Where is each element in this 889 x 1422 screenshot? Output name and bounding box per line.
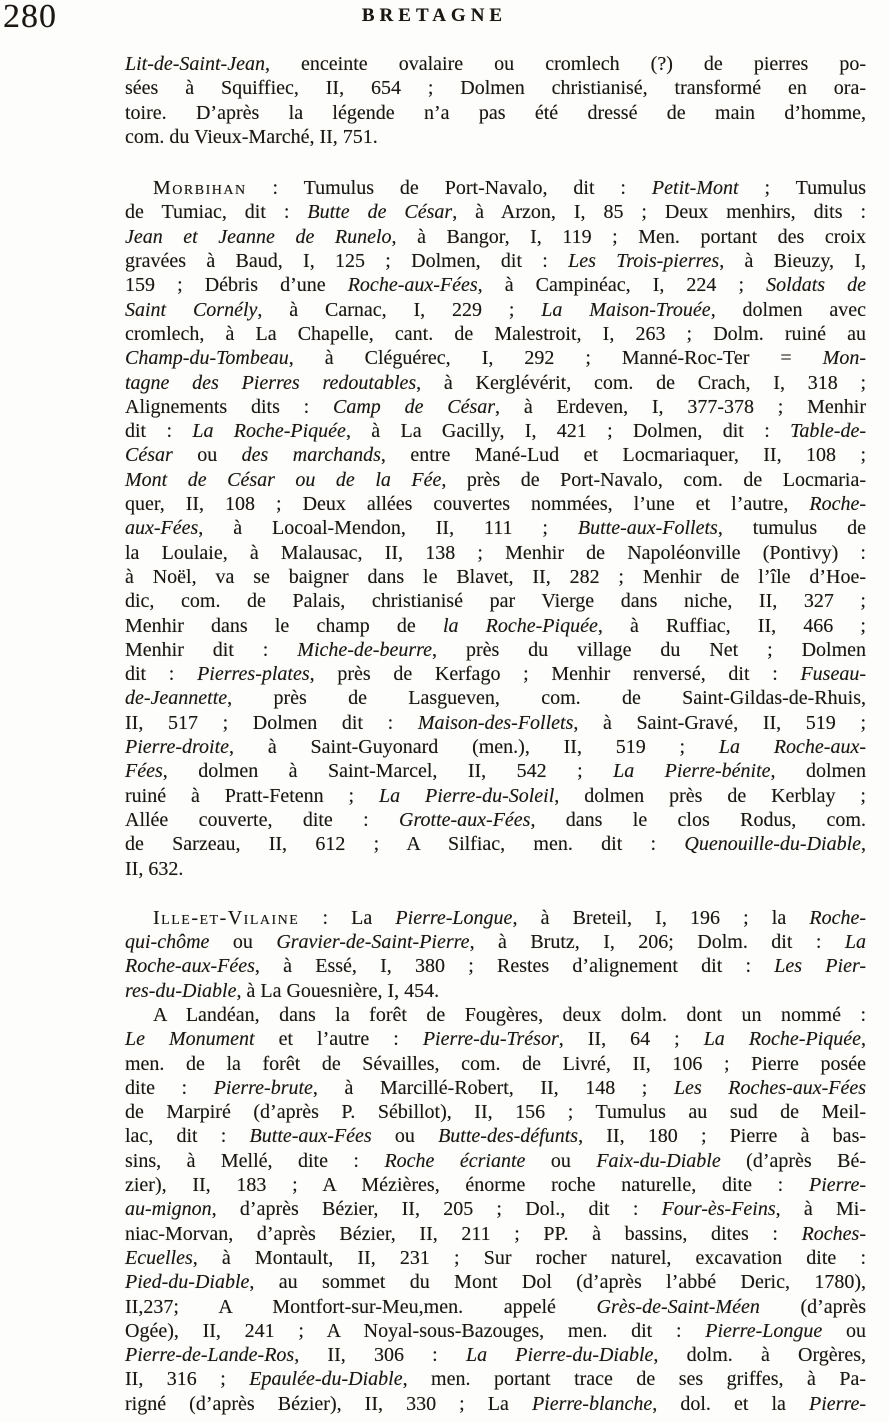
- text-run: , près de Kerfago ; Menhir renversé, dit :: [309, 663, 801, 686]
- text-line: [125, 686, 866, 710]
- text-run: , dolmen: [770, 760, 866, 783]
- paragraph: [125, 906, 866, 1003]
- text-run: Pierre-Longue: [705, 1319, 823, 1342]
- text-line: [125, 662, 866, 686]
- text-run: (d’après: [759, 1295, 866, 1318]
- text-run: res-du-Diable: [125, 979, 237, 1002]
- text-line: [125, 614, 866, 638]
- text-run: La Pierre-bénite: [613, 760, 771, 783]
- text-line: [125, 1197, 866, 1221]
- text-line: [125, 225, 866, 249]
- text-run: , près de Lasgueven, com. de Saint-Gildas-de-Rhuis,: [227, 687, 866, 710]
- text-block: [125, 52, 866, 1416]
- text-line: [125, 1270, 866, 1294]
- text-run: Pierre-: [808, 1392, 866, 1415]
- text-run: A Landéan, dans la forêt de Fougères, deux dolm. dont un nommé :: [153, 1003, 866, 1026]
- text-run: , à Kerglévérit, com. de Crach, I, 318 ;: [416, 371, 866, 394]
- text-run: Ogée), II, 241 ; A Noyal-sous-Bazouges, men. dit :: [125, 1319, 706, 1342]
- text-run: , à La Gouesnière, I, 454.: [236, 979, 440, 1002]
- text-run: la Loulaie, à Malausac, II, 138 ; Menhir de Napoléonville (Pontivy) :: [125, 541, 866, 564]
- text-run: La Pierre-du-Diable: [465, 1344, 654, 1367]
- text-line: [125, 176, 866, 200]
- text-run: gravées à Baud, I, 125 ; Dolmen, dit :: [125, 250, 569, 273]
- text-line: [125, 346, 866, 370]
- text-run: ruiné à Pratt-Fetenn ;: [125, 784, 380, 807]
- text-run: dite :: [125, 1076, 214, 1099]
- text-line: [125, 1027, 866, 1051]
- text-run: men. de la forêt de Sévailles, com. de Livré, II, 106 ; Pierre posée: [125, 1052, 866, 1075]
- text-run: ou: [371, 1125, 439, 1148]
- text-run: Ecuelles: [125, 1246, 193, 1269]
- text-run: : Tumulus de Port-Navalo, dit :: [246, 177, 652, 200]
- text-line: [125, 1149, 866, 1173]
- text-run: ,: [861, 833, 866, 856]
- text-line: [125, 735, 866, 759]
- text-run: Roche-aux-Fées: [347, 274, 478, 297]
- text-run: La Roche-aux-: [718, 736, 866, 759]
- text-run: Jean et Jeanne de Runelo: [125, 225, 392, 248]
- text-run: , à Saint-Gravé, II, 519 ;: [573, 711, 866, 734]
- text-run: Menhir dans le champ de: [125, 614, 443, 637]
- text-run: , à Essé, I, 380 ; Restes d’alignement dit :: [254, 955, 775, 978]
- text-line: [125, 1367, 866, 1391]
- text-run: la Roche-Piquée: [442, 614, 598, 637]
- text-run: Menhir dit :: [125, 638, 298, 661]
- text-run: , entre Mané-Lud et Locmariaquer, II, 108 ;: [380, 444, 867, 467]
- text-run: , à Bieuzy, I,: [719, 250, 866, 273]
- text-line: [125, 516, 866, 540]
- text-run: Butte-aux-Follets: [577, 517, 718, 540]
- text-line: [125, 1052, 866, 1076]
- text-line: [125, 1222, 866, 1246]
- text-run: Gravier-de-Saint-Pierre: [276, 931, 470, 954]
- text-run: Ille-et-Vilaine: [153, 906, 300, 929]
- text-run: (d’après Bé-: [720, 1149, 867, 1172]
- text-run: , men. portant trace de ses griffes, à Pa-: [402, 1368, 866, 1391]
- text-run: ou: [172, 444, 242, 467]
- text-run: toire. D’après la légende n’a pas été dressé de main d’homme,: [125, 101, 866, 124]
- text-run: de Tumiac, dit :: [125, 201, 308, 224]
- text-run: , à Montault, II, 231 ; Sur rocher naturel, excavation dite :: [192, 1246, 866, 1269]
- text-line: [125, 322, 866, 346]
- text-run: Les Roches-aux-Fées: [673, 1076, 866, 1099]
- text-line: [125, 1003, 866, 1027]
- text-line: [125, 954, 866, 978]
- text-run: Quenouille-du-Diable: [684, 833, 861, 856]
- paragraph: [125, 52, 866, 149]
- text-run: La Pierre-du-Soleil: [379, 784, 555, 807]
- text-run: César: [125, 444, 173, 467]
- text-line: [125, 298, 866, 322]
- text-line: [125, 1124, 866, 1148]
- text-run: Mont de César ou de la Fée: [125, 468, 442, 491]
- text-line: [125, 1246, 866, 1270]
- text-run: de-Jeannette: [125, 687, 228, 710]
- text-run: , à Cléguérec, I, 292 ; Manné-Roc-Ter =: [288, 347, 823, 370]
- paragraph: [125, 176, 866, 881]
- text-line: [125, 1319, 866, 1343]
- text-run: , dolmen près de Kerblay ;: [554, 784, 866, 807]
- text-run: , dolmen à Saint-Marcel, II, 542 ;: [162, 760, 614, 783]
- text-run: , à La Gacilly, I, 421 ; Dolmen, dit :: [345, 420, 791, 443]
- text-run: de Sarzeau, II, 612 ; A Silfiac, men. dit :: [125, 833, 685, 856]
- text-run: Table-de-: [790, 420, 866, 443]
- text-run: Mon-: [822, 347, 866, 370]
- text-line: [125, 249, 866, 273]
- text-run: au-mignon: [125, 1198, 212, 1221]
- text-run: , d’après Bézier, II, 205 ; Dol., dit :: [211, 1198, 662, 1221]
- paragraph: [125, 1003, 866, 1416]
- page-number: 280: [3, 0, 57, 35]
- text-line: [125, 638, 866, 662]
- text-line: [125, 857, 866, 881]
- text-run: 159 ; Débris d’une: [125, 274, 348, 297]
- text-run: Fées: [125, 760, 163, 783]
- text-run: , à Saint-Guyonard (men.), II, 519 ;: [229, 736, 719, 759]
- text-run: Soldats de: [766, 274, 866, 297]
- text-run: dit :: [125, 420, 193, 443]
- text-run: Butte-aux-Fées: [249, 1125, 372, 1148]
- text-line: [125, 1100, 866, 1124]
- text-run: Morbihan: [153, 177, 247, 200]
- text-run: qui-chôme: [125, 931, 210, 954]
- text-run: : La: [299, 906, 396, 929]
- text-line: [125, 443, 866, 467]
- text-run: II, 316 ;: [125, 1368, 250, 1391]
- text-line: [125, 808, 866, 832]
- running-head: BRETAGNE: [361, 5, 508, 26]
- text-run: des marchands: [241, 444, 381, 467]
- text-run: Saint Cornély: [125, 298, 258, 321]
- text-run: , près de Port-Navalo, com. de Locmaria-: [441, 468, 867, 491]
- text-line: [125, 541, 866, 565]
- text-run: Faix-du-Diable: [596, 1149, 721, 1172]
- text-run: , dans le clos Rodus, com.: [530, 808, 866, 831]
- text-run: zier), II, 183 ; A Mézières, énorme roche naturelle, dite :: [125, 1174, 809, 1197]
- text-run: sins, à Mellé, dite :: [125, 1149, 385, 1172]
- text-run: Miche-de-beurre: [297, 638, 433, 661]
- text-run: Allée couverte, dite :: [125, 808, 400, 831]
- text-run: com. du Vieux-Marché, II, 751.: [125, 125, 378, 148]
- text-run: , dol. et la: [652, 1392, 809, 1415]
- text-run: La Roche-Piquée: [703, 1028, 861, 1051]
- text-run: sées à Squiffiec, II, 654 ; Dolmen christianisé, transformé en ora-: [125, 77, 866, 100]
- text-run: à Noël, va se baigner dans le Blavet, II, 282 ; Menhir de l’île d’Hoe-: [125, 565, 866, 588]
- text-run: lac, dit :: [125, 1125, 250, 1148]
- text-run: Butte de César: [307, 201, 453, 224]
- text-run: Four-ès-Feins: [661, 1198, 776, 1221]
- text-run: Roche écriante: [384, 1149, 526, 1172]
- text-run: II, 517 ; Dolmen dit :: [125, 711, 418, 734]
- text-run: La Roche-Piquée: [192, 420, 346, 443]
- text-run: II,237; A Montfort-sur-Meu,men. appelé: [125, 1295, 597, 1318]
- text-run: Pierre-Longue: [395, 906, 513, 929]
- text-run: Pierre-blanche: [531, 1392, 653, 1415]
- text-run: ,: [861, 1028, 866, 1051]
- text-run: Grotte-aux-Fées: [399, 808, 531, 831]
- text-line: [125, 101, 866, 125]
- text-line: [125, 419, 866, 443]
- text-run: , à Locoal-Mendon, II, 111 ;: [198, 517, 578, 540]
- text-line: [125, 468, 866, 492]
- text-line: [125, 76, 866, 100]
- text-run: Pierre-brute: [213, 1076, 313, 1099]
- text-run: cromlech, à La Chapelle, cant. de Malestroit, I, 263 ; Dolm. ruiné au: [125, 322, 866, 345]
- text-line: [125, 125, 866, 149]
- text-run: Petit-Mont: [651, 177, 739, 200]
- text-run: aux-Fées: [125, 517, 199, 540]
- text-run: ou: [525, 1149, 597, 1172]
- text-run: , à Erdeven, I, 377-378 ; Menhir: [495, 395, 866, 418]
- text-run: Pierre-: [808, 1174, 866, 1197]
- text-line: [125, 589, 866, 613]
- text-run: de Marpiré (d’après P. Sébillot), II, 156 ; Tumulus au sud de Meil-: [125, 1101, 866, 1124]
- text-line: [125, 906, 866, 930]
- text-run: , II, 180 ; Pierre à bas-: [578, 1125, 867, 1148]
- text-line: [125, 711, 866, 735]
- text-run: Roche-: [809, 493, 866, 516]
- text-run: tagne des Pierres redoutables: [125, 371, 417, 394]
- text-run: Lit-de-Saint-Jean: [125, 53, 265, 75]
- text-run: Champ-du-Tombeau: [125, 347, 289, 370]
- text-run: II, 632.: [125, 857, 184, 880]
- text-line: [125, 784, 866, 808]
- text-run: , à Mi-: [775, 1198, 866, 1221]
- text-run: Grès-de-Saint-Méen: [596, 1295, 760, 1318]
- text-run: , à Marcillé-Robert, II, 148 ;: [312, 1076, 674, 1099]
- text-run: Roches-: [801, 1222, 866, 1245]
- text-run: , à Bangor, I, 119 ; Men. portant des croix: [391, 225, 866, 248]
- text-run: dic, com. de Palais, christianisé par Vierge dans niche, II, 327 ;: [125, 590, 866, 613]
- text-line: [125, 1392, 866, 1416]
- text-run: ou: [209, 931, 277, 954]
- text-line: [125, 1076, 866, 1100]
- text-run: , II, 64 ;: [558, 1028, 704, 1051]
- text-run: Pierre-de-Lande-Ros: [125, 1344, 295, 1367]
- text-run: Butte-des-défunts: [438, 1125, 579, 1148]
- text-run: Roche-: [809, 906, 867, 929]
- text-run: Alignements dits :: [125, 395, 334, 418]
- text-line: [125, 1295, 866, 1319]
- text-line: [125, 759, 866, 783]
- text-run: Pierre-droite: [125, 736, 230, 759]
- text-run: Pied-du-Diable: [125, 1271, 250, 1294]
- text-run: niac-Morvan, d’après Bézier, II, 211 ; PP. à bassins, dites :: [125, 1222, 802, 1245]
- text-run: Le Monument: [125, 1028, 255, 1051]
- text-run: Maison-des-Follets: [417, 711, 574, 734]
- text-run: Fuseau-: [800, 663, 866, 686]
- text-run: et l’autre :: [254, 1028, 423, 1051]
- text-run: Roche-aux-Fées: [125, 955, 255, 978]
- text-run: Pierres-plates: [197, 663, 310, 686]
- text-run: La Maison-Trouée: [541, 298, 711, 321]
- text-run: , à Breteil, I, 196 ; la: [512, 906, 810, 929]
- text-line: [125, 565, 866, 589]
- text-run: Les Pier-: [774, 955, 866, 978]
- text-run: , à Campinéac, I, 224 ;: [477, 274, 767, 297]
- text-run: , II, 306 :: [294, 1344, 466, 1367]
- text-run: , près du village du Net ; Dolmen: [432, 638, 866, 661]
- text-line: [125, 492, 866, 516]
- text-run: ou: [822, 1319, 867, 1342]
- text-line: [125, 371, 866, 395]
- text-run: , dolmen avec: [710, 298, 867, 321]
- text-line: [125, 1173, 866, 1197]
- text-run: , dolm. à Orgères,: [653, 1344, 866, 1367]
- text-run: , au sommet du Mont Dol (d’après l’abbé Deric, 1780),: [249, 1271, 866, 1294]
- text-run: Epaulée-du-Diable: [249, 1368, 403, 1391]
- text-line: [125, 395, 866, 419]
- text-run: , enceinte ovalaire ou cromlech (?) de pierres po-: [264, 53, 866, 75]
- text-run: , à Carnac, I, 229 ;: [257, 298, 542, 321]
- text-line: [125, 1343, 866, 1367]
- text-run: , à Arzon, I, 85 ; Deux menhirs, dits :: [452, 201, 866, 224]
- text-line: [125, 273, 866, 297]
- text-run: Pierre-du-Trésor: [422, 1028, 559, 1051]
- text-run: Camp de César: [333, 395, 496, 418]
- text-run: dit :: [125, 663, 198, 686]
- text-line: [125, 52, 866, 76]
- text-line: [125, 200, 866, 224]
- text-run: rigné (d’après Bézier), II, 330 ; La: [125, 1392, 532, 1415]
- text-line: [125, 979, 866, 1003]
- text-run: Les Trois-pierres: [568, 250, 720, 273]
- text-line: [125, 832, 866, 856]
- text-run: quer, II, 108 ; Deux allées couvertes nommées, l’une et l’autre,: [125, 493, 810, 516]
- text-run: , à Ruffiac, II, 466 ;: [597, 614, 866, 637]
- text-line: [125, 930, 866, 954]
- text-run: , tumulus de: [717, 517, 866, 540]
- text-run: , à Brutz, I, 206; Dolm. dit :: [469, 931, 845, 954]
- text-run: La: [844, 931, 866, 954]
- text-run: ; Tumulus: [738, 177, 867, 200]
